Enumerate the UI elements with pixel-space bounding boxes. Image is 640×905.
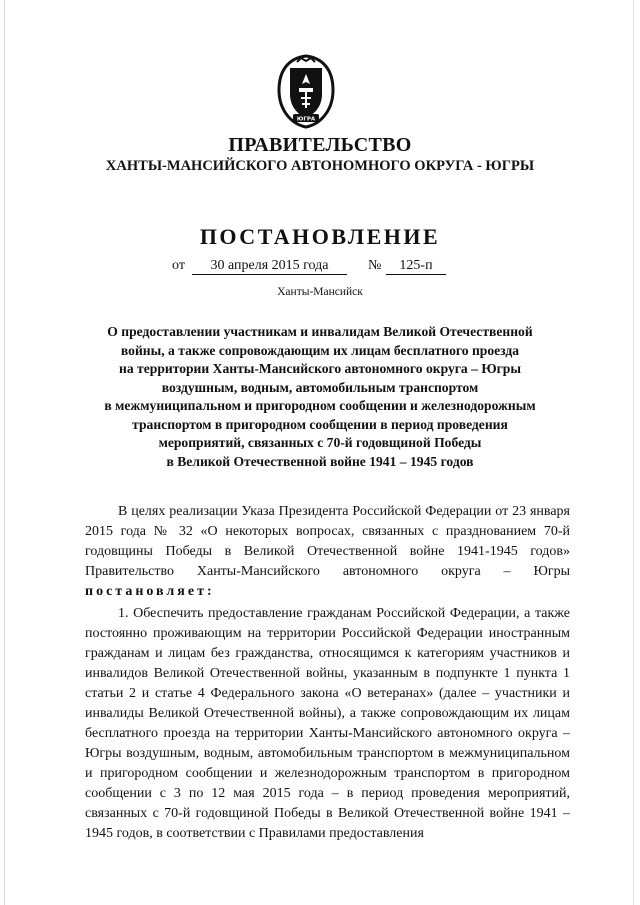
city: Ханты-Мансийск <box>277 286 363 298</box>
document-date: 30 апреля 2015 года <box>192 258 347 275</box>
from-label: от <box>172 258 185 273</box>
document-type: ПОСТАНОВЛЕНИЕ <box>199 224 441 249</box>
heading-line: воздушным, водным, автомобильным транспортом <box>161 379 479 395</box>
heading-line: мероприятий, связанных с 70-й годовщиной Победы <box>158 435 482 450</box>
heading-line: войны, а также сопровождающим их лицам бесплатного проезда <box>120 342 520 358</box>
heading-line: на территории Ханты-Мансийского автономного округа – Югры <box>119 361 521 376</box>
government-title: ПРАВИТЕЛЬСТВО <box>228 134 412 156</box>
preamble-text: В целях реализации Указа Президента Российской Федерации от 23 января 2015 года № 32 «О некоторых вопросах, связанных с празднованием 70-й годовщины Победы в Великой Отечественной войне 1941-1945 годов» Правительство Ханты-Мансийского автономного округа – Югры <box>85 504 570 579</box>
heading-line: О предоставлении участникам и инвалидам Великой Отечественной <box>107 324 533 339</box>
preamble-paragraph <box>85 502 570 602</box>
resolution-heading <box>70 323 570 471</box>
number-label: № <box>368 258 382 273</box>
date-number-line <box>172 256 472 278</box>
clause-1-paragraph <box>85 604 570 844</box>
clause-1-text: 1. Обеспечить предоставление гражданам Российской Федерации, а также постоянно проживающим на территории Российской Федерации иностранным гражданам и лицам без гражданства, относящимся к категориям участников и инвалидов Великой Отечественной войны, указанным в подпункте 1 пункта 1 статьи 2 и статье 4 Федерального закона «О ветеранах» (далее – участники и инвалиды Великой Отечественной войны), а также сопровождающим их лицам бесплатного проезда на территории Ханты-Мансийского автономного округа – Югры воздушным, водным, автомобильным транспортом в межмуниципальном и пригородном сообщении и железнодорожным транспортом в пригородном сообщении с 3 по 12 мая 2015 года – в период проведения мероприятий, связанных с 70-й годовщиной Победы в Великой Отечественной войне 1941 – 1945 годов, в соответствии с Правилами предоставления <box>85 606 570 841</box>
heading-line: в Великой Отечественной войне 1941 – 1945 годов <box>166 453 474 469</box>
government-subtitle: ХАНТЫ-МАНСИЙСКОГО АВТОНОМНОГО ОКРУГА - ЮГРЫ <box>105 158 535 174</box>
heading-line: транспортом в пригородном сообщении в период проведения <box>132 416 508 432</box>
resolves-keyword: постановляет: <box>85 584 215 599</box>
document-number: 125-п <box>386 258 446 275</box>
heading-line: в межмуниципальном и пригородном сообщении и железнодорожным <box>104 398 536 413</box>
emblem-ribbon-text: ЮГРА <box>296 116 316 123</box>
coat-of-arms-emblem <box>275 52 337 130</box>
